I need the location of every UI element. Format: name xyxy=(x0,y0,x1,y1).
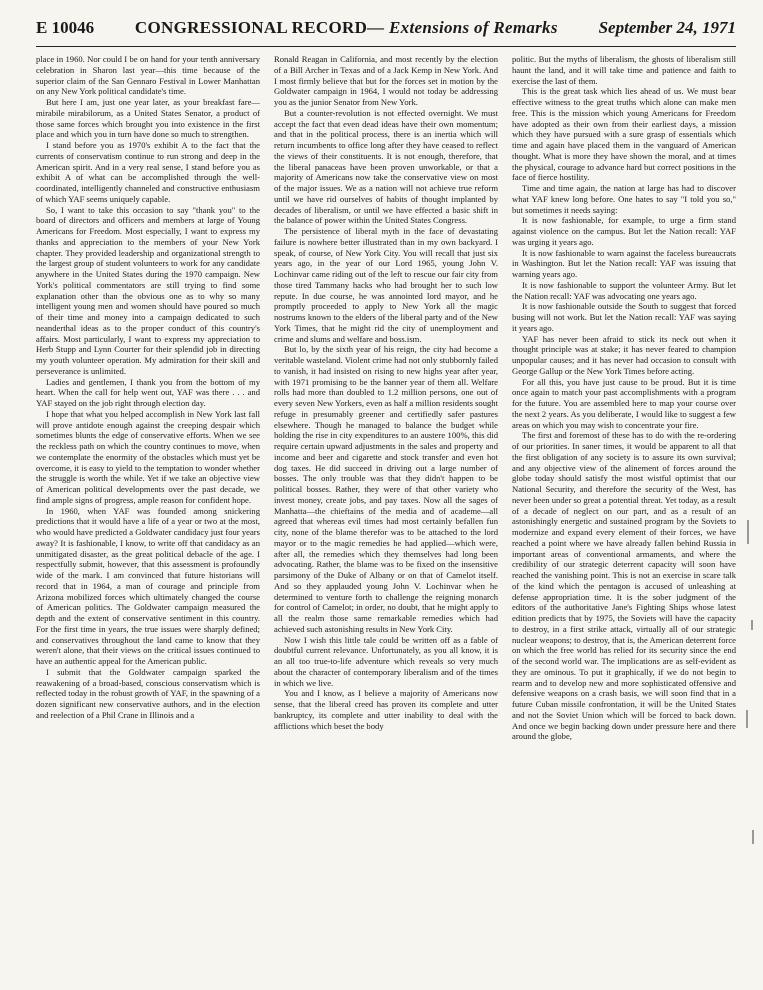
paragraph: This is the great task which lies ahead of us. We must bear effective witness to the great truths which alone can make men free. This is the mission which young Americans for Freedom have adopted as their own from their earliest days, a mission which they have pursued with a sure grasp of essentials which time and again have placed them in the vanguard of American thought. What is more they have shown the moral, and at times the physical, courage to advance hard but correct positions in the face of fierce hostility. xyxy=(512,86,736,183)
column-2 xyxy=(274,54,498,954)
page-number: E 10046 xyxy=(36,18,95,37)
paragraph: Now I wish this little tale could be written off as a fable of doubtful current relevance. Unfortunately, as you all know, it is an all too true-to-life adventure which reveals so very much about the character of contemporary liberalism and of the times in which we live. xyxy=(274,634,498,688)
paragraph: It is now fashionable to support the volunteer Army. But let the Nation recall: YAF was advocating one years ago. xyxy=(512,279,736,301)
paragraph: But a counter-revolution is not effected overnight. We must accept the fact that even dead ideas have their own momentum; and that in the political process, there is an inertia which will return incumbents to office long after they have ceased to reflect the views of their constituents. It is not enough, therefore, that the liberal panaceas have been proven unworkable, or that a majority of Americans now take the conservative view on most of the major issues. We as a nation will not achieve true reform until we have rid ourselves of habits of thought implanted by decades of liberalism, or until we have effected a basic shift in the balance of power within the United States Congress. xyxy=(274,107,498,226)
publication-title xyxy=(135,18,558,38)
paragraph: It is now fashionable, for example, to urge a firm stand against violence on the campus. But let the Nation recall: YAF was urging it years ago. xyxy=(512,215,736,247)
publication-name: CONGRESSIONAL RECORD xyxy=(134,18,368,37)
paragraph: I submit that the Goldwater campaign sparked the reawakening of a broad-based, conscious conservatism which is reflected today in the robust growth of YAF, in the spawning of a dozen significant new conservative authors, and in the election and reelection of a Phil Crane in Illinois and a xyxy=(36,666,260,720)
margin-scan-marks xyxy=(743,500,757,920)
paragraph: It is now fashionable outside the South to suggest that forced busing will not work. But let the Nation recall: YAF was saying it years ago. xyxy=(512,301,736,333)
paragraph: Ronald Reagan in California, and most recently by the election of a Bill Archer in Texas and of a Jack Kemp in New York. And I most firmly believe that but for the forces set in motion by the Goldwater campaign in 1964, I would not today be addressing you as the junior Senator from New York. xyxy=(274,54,498,107)
publication-date: September 24, 1971 xyxy=(598,18,736,37)
paragraph: Ladies and gentlemen, I thank you from the bottom of my heart. When the call for help went out, YAF was there . . . and YAF stayed on the job right through election day. xyxy=(36,376,260,408)
paragraph: In 1960, when YAF was founded among snickering predictions that it would have a life of a year or two at the most, who would have predicted a Goldwater candidacy just four years away? It is fashionable, I know, to write off that candidacy as an unmitigated disaster, as the great political debacle of the age. I respectfully submit, however, that this assessment is profoundly wide of the mark. I am convinced that future historians will record that in 1964, a man of courage and principle from Arizona mobilized forces which ultimately changed the course of American politics. The Goldwater campaign measured the depth and the extent of conservative sentiment in this country. For the first time in years, the true issues were sharply defined; and conservatives throughout the land came to know that they weren't alone, that their views on the critical issues continued to have an authentic appeal for the American public. xyxy=(36,505,260,666)
paragraph: The persistence of liberal myth in the face of devastating failure is nowhere better illustrated than in my own backyard. I speak, of course, of New York City. You will recall that just six years ago, in the year of our Lord 1965, young John V. Lochinvar came riding out of the left to rescue our fair city from those tired Tammany hacks who had brought her to such low repute. In due course, he was annointed lord mayor, and he promptly proceeded to apply to New York all the magic nostrums known to the elders of the liberal party and of the New York Times, that he might rid the city of unemployment and crime and slums and welfare and boss.ism. xyxy=(274,226,498,344)
column-1 xyxy=(36,54,260,954)
paragraph: place in 1960. Nor could I be on hand for your tenth anniversary celebration in Sharon last year—this time because of the superior claim of the San Gennaro Festival in Lower Manhattan on any New York political candidate's time. xyxy=(36,54,260,97)
paragraph: Time and time again, the nation at large has had to discover what YAF knew long before. One hates to say "I told you so," but sometimes it needs saying: xyxy=(512,183,736,215)
paragraph: For all this, you have just cause to be proud. But it is time once again to match your past accomplishments with a program for the future. You are assembled here to map your course over the next 2 years. As you deliberate, I would like to suggest a few areas on which you may wish to concentrate your fire. xyxy=(512,376,736,430)
paragraph: You and I know, as I believe a majority of Americans now sense, that the liberal creed has proven its complete and utter bankruptcy, its complete and utter inability to deal with the afflictions which beset the body xyxy=(274,688,498,731)
section-name: — Extensions of Remarks xyxy=(367,18,558,37)
paragraph: But here I am, just one year later, as your breakfast fare—mirabile mirabilorum, as a United States Senator, a product of those same forces which brought you into existence in the first place and which you in turn have done so much to strengthen. xyxy=(36,97,260,140)
paragraph: It is now fashionable to warn against the faceless bureaucrats in Washington. But let the Nation recall: YAF was issuing that warning years ago. xyxy=(512,247,736,279)
paragraph: So, I want to take this occasion to say "thank you" to the board of directors and officers and members at large of Young Americans for Freedom. Most especially, I want to express my thanks and appreciation to the members of your New York chapter. They provided leadership and organizational strength to the largest group of student volunteers to work for any candidate anywhere in the United States during the 1970 campaign. New York's political commentators are still trying to find some explanation other than the obvious one as to why so many intelligent young men and women should have poured so much of their time and money into a campaign dedicated to such neanderthal ideas as to the proper conduct of this country's affairs. Most particularly, I want to express my appreciation to Herb Stupp and Lynn Courter for their splendid job in directing my youth volunteer operation. My admiration for their skill and perseverance is unlimited. xyxy=(36,204,260,376)
column-3 xyxy=(512,54,736,954)
paragraph: The first and foremost of these has to do with the re-ordering of our priorities. In saner times, it would be apparent to all that the first obligation of any society is to assure its own survival; and any objective view of the alinement of forces around the globe today should satisfy the most wistful optimist that our National Security, and therefore the security of the West, has never been under so great a potential threat. Yet today, as a result of a decade of neglect on our part, and as a result of an astonishingly energetic and sustained program by the Soviets to modernize and expand every element of their forces, we have reached a point where we have already fallen behind Russia in important areas of conventional armaments, and where the credibility of our strategic deterrent capacity will soon have reached the vanishing point. This is not an exercise in scare talk of the kind which the pentagon is accused of unleashing at defense appropriation time. It is the sober judgment of the editors of the authoritative Jane's Fighting Ships whose latest edition predicts that by 1975, the Soviets will have the capacity to destroy, in a first strike attack, virtually all of our strategic nuclear weapons; to destroy, that is, the American deterrent force on which the free world has relied for its security since the end of the second world war. The implications are as self-evident as they are ominous. To put it graphically, if we do not begin to rearm and to develop new and more sophisticated offensive and defensive weapons on a crash basis, we will soon find that in a future Cuban missile confrontation, it will be the United States and not the Soviet Union which will be forced to back down. And once we begin backing down under pressure here and there around the globe, xyxy=(512,430,736,742)
paragraph: YAF has never been afraid to stick its neck out when it thought principle was at stake; it has never feared to champion unpopular causes; and it has never had occasion to consult with George Gallup or the New York Times before acting. xyxy=(512,333,736,376)
page-header xyxy=(36,18,736,47)
paragraph: I stand before you as 1970's exhibit A to the fact that the currents of conservatism continue to run strong and deep in the American spirit. And in a very real sense, I stand before you as exhibit A of what can be accomplished through the well-coordinated, intelligently channeled and constructive enthusiasm of which YAF seems uniquely capable. xyxy=(36,140,260,204)
paragraph: But lo, by the sixth year of his reign, the city had become a veritable wasteland. Violent crime had not only stubbornly failed to vanish, it had insisted on rising to new highs year after year, with 1971 promising to be the banner year of them all. Welfare rolls had more than doubled to 1.2 million persons, one out of every seven New Yorkers, even as half a million residents sought refuge in presumably greener and certifiedly safer pastures elsewhere. Though he managed to balance the budget while holding the rise in city expenditures to an austere 100%, this did require certain upward adjustments in the sales and property and income and beer and cigarette and stock transfer and even hot dog taxes. He did succeed in driving out a large number of bosses. The only trouble was that they didn't happen to be political bosses. Rather, they were of that other variety who invest money, create jobs, and pay taxes. Now all the sages of Manhatta—the chieftains of the media and of academe—all agreed that whereas evil times had most certainly befallen fun city, none of the blame therefor was to be attached to the lord mayor or to the magic remedies he had applied—which were, after all, the remedies which they themselves had long been advocating. Rather, the blame was to be fixed on the insensitive parsimony of the Duke of Albany or on that of Camelot itself. And so they applauded young John V. Lochinvar when he determined to venture forth to challenge the reigning monarch for control of Camelot; in order, no doubt, that he might apply to all the realm those same remarkable remedies which had achieved such astonishing results in New York City. xyxy=(274,344,498,634)
text-columns xyxy=(36,54,736,954)
paragraph: I hope that what you helped accomplish in New York last fall will prove antidote enough against the creeping despair which sometimes blunts the edge of conservative efforts. When we see the reckless path on which the country continues to move, when we contemplate the enormity of the obstacles which must yet be overcome, it is easy to yield to the temptation to wonder whether the struggle is worth the while. Yet if we take an objective view of American political developments over the past decade, we find ample signs of progress, ample reason for confident hope. xyxy=(36,408,260,505)
paragraph: politic. But the myths of liberalism, the ghosts of liberalism still haunt the land, and it will take time and patience and faith to exercise the last of them. xyxy=(512,54,736,86)
